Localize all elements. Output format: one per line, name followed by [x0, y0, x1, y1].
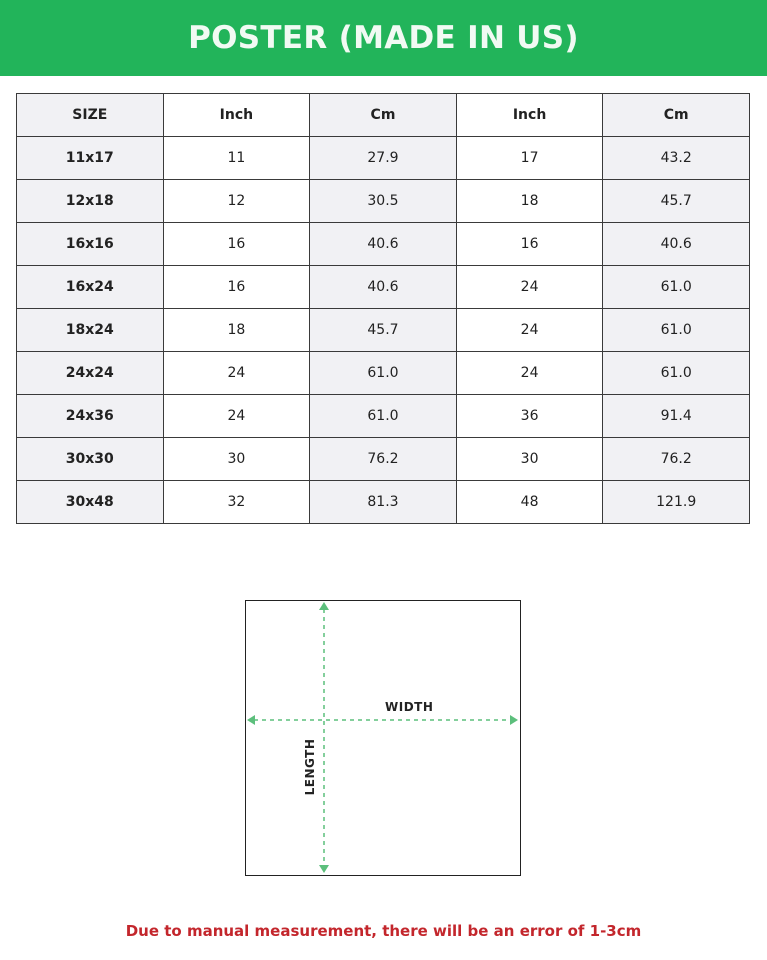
- cell-cm-length: 76.2: [603, 438, 750, 481]
- cell-cm-width: 40.6: [310, 223, 457, 266]
- cell-size: 30x48: [17, 481, 164, 524]
- cell-inch-length: 18: [456, 180, 603, 223]
- cell-cm-length: 40.6: [603, 223, 750, 266]
- cell-inch-length: 48: [456, 481, 603, 524]
- cell-cm-width: 76.2: [310, 438, 457, 481]
- table-row: [17, 352, 750, 395]
- table-body: [17, 137, 750, 524]
- header-inch-width: Inch: [163, 94, 310, 137]
- title-banner: [0, 0, 767, 76]
- cell-inch-width: 24: [163, 352, 310, 395]
- length-label: LENGTH: [303, 738, 317, 796]
- cell-inch-length: 36: [456, 395, 603, 438]
- header-cm-width: Cm: [310, 94, 457, 137]
- cell-cm-length: 61.0: [603, 309, 750, 352]
- cell-cm-width: 45.7: [310, 309, 457, 352]
- table-row: [17, 223, 750, 266]
- cell-inch-length: 24: [456, 266, 603, 309]
- table-row: [17, 395, 750, 438]
- cell-size: 18x24: [17, 309, 164, 352]
- cell-inch-width: 12: [163, 180, 310, 223]
- cell-size: 16x24: [17, 266, 164, 309]
- width-arrow-head-right: [510, 715, 518, 725]
- length-arrow-head-top: [319, 602, 329, 610]
- table-row: [17, 180, 750, 223]
- table-row: [17, 438, 750, 481]
- cell-cm-length: 43.2: [603, 137, 750, 180]
- cell-cm-width: 40.6: [310, 266, 457, 309]
- table-row: [17, 266, 750, 309]
- cell-cm-length: 121.9: [603, 481, 750, 524]
- cell-size: 11x17: [17, 137, 164, 180]
- size-chart-table: [16, 93, 750, 524]
- table-row: [17, 137, 750, 180]
- cell-cm-length: 61.0: [603, 266, 750, 309]
- width-label: WIDTH: [385, 700, 434, 714]
- cell-inch-length: 24: [456, 309, 603, 352]
- cell-size: 12x18: [17, 180, 164, 223]
- poster-diagram: [245, 600, 521, 876]
- cell-cm-length: 91.4: [603, 395, 750, 438]
- page-title: POSTER (MADE IN US): [188, 20, 579, 56]
- width-arrow-head-left: [247, 715, 255, 725]
- cell-inch-length: 30: [456, 438, 603, 481]
- cell-cm-width: 27.9: [310, 137, 457, 180]
- cell-inch-width: 30: [163, 438, 310, 481]
- length-arrow-head-bottom: [319, 865, 329, 873]
- table-row: [17, 309, 750, 352]
- table-row: [17, 481, 750, 524]
- header-inch-length: Inch: [456, 94, 603, 137]
- cell-size: 30x30: [17, 438, 164, 481]
- cell-inch-width: 32: [163, 481, 310, 524]
- cell-inch-width: 16: [163, 223, 310, 266]
- dimension-arrows: [246, 601, 519, 874]
- cell-cm-width: 30.5: [310, 180, 457, 223]
- cell-inch-length: 16: [456, 223, 603, 266]
- header-cm-length: Cm: [603, 94, 750, 137]
- cell-cm-width: 61.0: [310, 395, 457, 438]
- header-size: SIZE: [17, 94, 164, 137]
- cell-inch-width: 18: [163, 309, 310, 352]
- cell-inch-length: 17: [456, 137, 603, 180]
- cell-inch-length: 24: [456, 352, 603, 395]
- cell-size: 24x36: [17, 395, 164, 438]
- cell-size: 16x16: [17, 223, 164, 266]
- cell-inch-width: 11: [163, 137, 310, 180]
- cell-cm-length: 45.7: [603, 180, 750, 223]
- cell-size: 24x24: [17, 352, 164, 395]
- cell-cm-length: 61.0: [603, 352, 750, 395]
- measurement-note: Due to manual measurement, there will be an error of 1-3cm: [125, 922, 642, 940]
- cell-inch-width: 16: [163, 266, 310, 309]
- cell-inch-width: 24: [163, 395, 310, 438]
- cell-cm-width: 61.0: [310, 352, 457, 395]
- table-header-row: [17, 94, 750, 137]
- cell-cm-width: 81.3: [310, 481, 457, 524]
